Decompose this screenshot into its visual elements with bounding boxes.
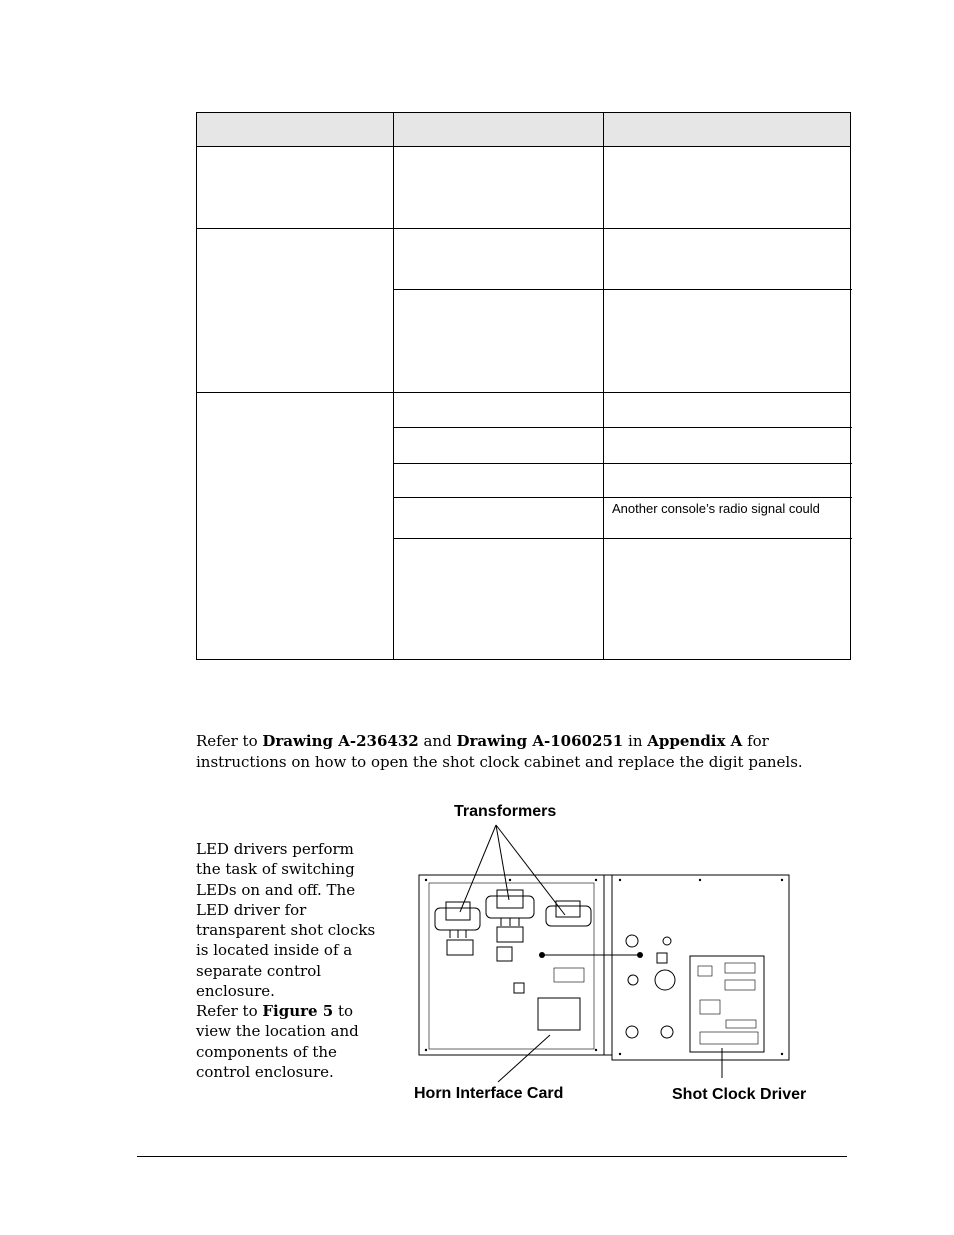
table-row-divider xyxy=(393,497,852,498)
table-col-divider xyxy=(603,113,604,659)
panel-knockout xyxy=(655,970,675,990)
text-run: in xyxy=(623,732,648,750)
relay xyxy=(514,983,524,993)
footer-rule xyxy=(137,1156,847,1157)
table-row-divider xyxy=(197,392,850,393)
leader-line xyxy=(496,825,509,900)
leader-line xyxy=(498,1035,550,1082)
terminal-block xyxy=(447,940,473,955)
text-run: Refer to xyxy=(196,732,263,750)
table-header-row xyxy=(197,113,850,147)
table-col-divider xyxy=(393,113,394,659)
table-row-divider xyxy=(393,538,852,539)
text-run: for instructions on how to open the shot clock cabinet and replace the digit panels. xyxy=(196,732,803,771)
leader-line xyxy=(460,825,496,912)
drawing-ref-link: Drawing A-236432 xyxy=(262,732,419,750)
horn-interface-card xyxy=(538,998,580,1030)
label-shot-clock-driver: Shot Clock Driver xyxy=(672,1086,807,1103)
leader-line xyxy=(496,825,565,915)
transformer-3 xyxy=(546,901,591,926)
text-run: Refer to xyxy=(196,1002,263,1020)
shot-clock-driver-board xyxy=(690,956,764,1052)
side-paragraph-figure-ref xyxy=(196,1001,376,1082)
side-paragraph-led-drivers: LED drivers perform the task of switching LEDs on and off. The LED driver for transparent shot clocks is located inside of a separate control enclosure. xyxy=(196,840,376,1001)
table-cell: Another console’s radio signal could xyxy=(612,501,820,516)
panel-knockout xyxy=(661,1026,673,1038)
terminal-block xyxy=(497,927,523,942)
control-enclosure-drawing xyxy=(400,820,800,1100)
table-row-divider xyxy=(197,228,850,229)
table-row-divider xyxy=(393,289,852,290)
text-run: and xyxy=(418,732,457,750)
panel-knockout xyxy=(626,1026,638,1038)
relay xyxy=(497,947,512,961)
relay xyxy=(657,953,667,963)
table-row-divider xyxy=(393,463,852,464)
hinge-strip xyxy=(604,875,612,1055)
figure-ref: Figure 5 xyxy=(262,1002,334,1020)
transformer-1 xyxy=(435,902,480,938)
intro-paragraph xyxy=(196,731,841,772)
appendix-ref: Appendix A xyxy=(647,732,743,750)
warning-label xyxy=(554,968,584,982)
panel-knockout xyxy=(626,935,638,947)
text-run: to view the location and components of the control enclosure. xyxy=(196,1002,359,1081)
panel-knockout xyxy=(628,975,638,985)
troubleshooting-table xyxy=(196,112,851,660)
label-transformers: Transformers xyxy=(454,803,557,820)
transformer-2 xyxy=(486,890,534,926)
label-horn-interface-card: Horn Interface Card xyxy=(414,1085,564,1102)
panel-knockout xyxy=(663,937,671,945)
drawing-ref-link: Drawing A-1060251 xyxy=(456,732,624,750)
table-row-divider xyxy=(393,427,852,428)
